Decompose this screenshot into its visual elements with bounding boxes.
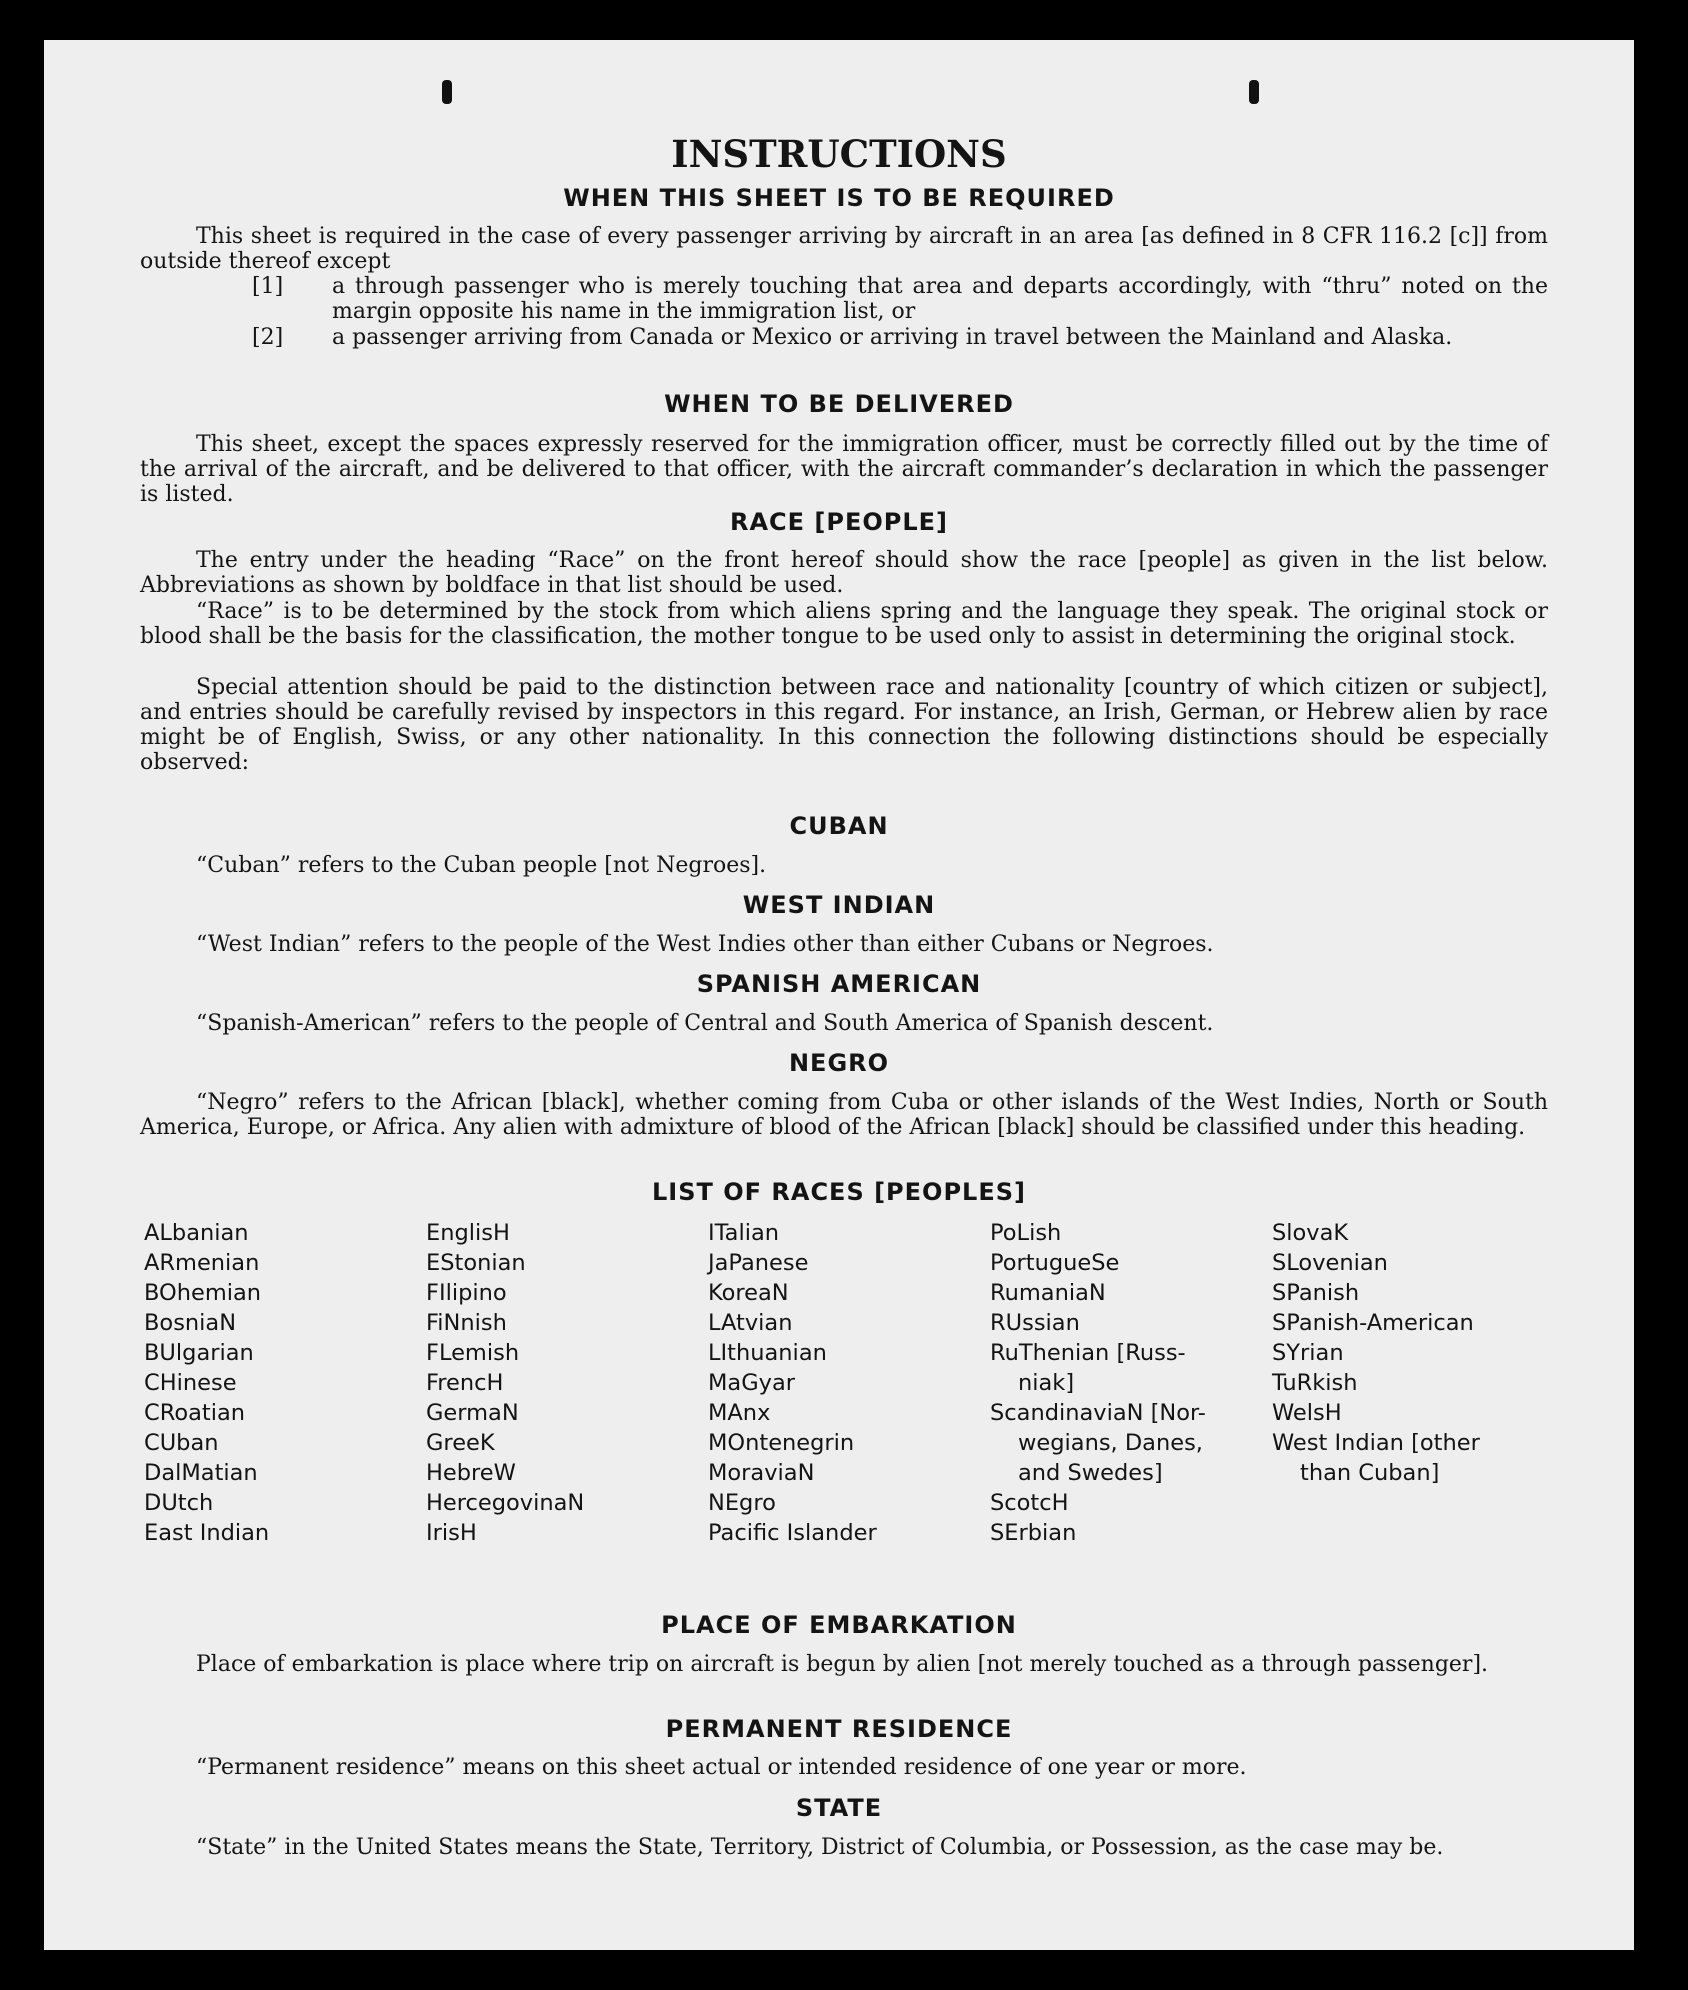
heading-negro: NEGRO [788,1049,890,1077]
race-entry: ARmenian [144,1250,260,1276]
race-entry: NEgro [708,1490,776,1516]
race-entry: FLemish [426,1340,520,1366]
race-entry: EnglisH [426,1220,510,1246]
race-entry: ITalian [708,1220,779,1246]
race-entry: RumaniaN [990,1280,1106,1306]
race-entry: SYrian [1272,1340,1344,1366]
punch-hole-mark [1249,80,1259,104]
state-text: “State” in the United States means the State, Territory, District of Columbia, or Possession, as the case may be. [196,1835,1444,1860]
required-item-2 [252,325,1548,350]
page-title: INSTRUCTIONS [671,132,1007,176]
race-entry: West Indian [other [1272,1430,1480,1456]
race-entry: FIlipino [426,1280,507,1306]
heading-list-of-races: LIST OF RACES [PEOPLES] [652,1178,1026,1206]
race-entry: HercegovinaN [426,1490,585,1516]
race-entry: BosniaN [144,1310,237,1336]
race-entry: FiNnish [426,1310,507,1336]
heading-delivered: WHEN TO BE DELIVERED [664,390,1014,418]
embarkation-text: Place of embarkation is place where trip on aircraft is begun by alien [not merely touched as a through passenger]. [196,1652,1489,1677]
race-entry: SlovaK [1272,1220,1349,1246]
race-entry: JaPanese [708,1250,809,1276]
race-entry: ScotcH [990,1490,1069,1516]
item-text: a passenger arriving from Canada or Mexico or arriving in travel between the Mainland and Alaska. [332,325,1453,350]
race-entry: SLovenian [1272,1250,1388,1276]
race-paragraph-1: The entry under the heading “Race” on the front hereof should show the race [people] as given in the list below. Abbreviations as shown by boldface in that list should be used. [140,548,1548,598]
race-entry: CHinese [144,1370,237,1396]
heading-embarkation: PLACE OF EMBARKATION [661,1611,1017,1639]
race-entry: EStonian [426,1250,526,1276]
cuban-text: “Cuban” refers to the Cuban people [not Negroes]. [196,853,767,878]
race-entry: PoLish [990,1220,1062,1246]
race-entry: MoraviaN [708,1460,815,1486]
heading-state: STATE [795,1794,883,1822]
race-entry: niak] [1018,1370,1075,1396]
west-indian-text: “West Indian” refers to the people of the West Indies other than either Cubans or Negroes. [196,932,1214,957]
race-list-column [990,1218,1206,1548]
heading-required: WHEN THIS SHEET IS TO BE REQUIRED [563,184,1115,212]
heading-race: RACE [PEOPLE] [729,508,949,536]
race-entry: LIthuanian [708,1340,827,1366]
item-text: a through passenger who is merely touching that area and departs accordingly, with “thru” noted on the margin opposite his name in the immigration list, or [332,274,1548,324]
item-number: [2] [252,325,284,350]
race-entry: RUssian [990,1310,1080,1336]
race-entry: IrisH [426,1520,477,1546]
race-entry: ScandinaviaN [Nor- [990,1400,1206,1426]
race-entry: LAtvian [708,1310,793,1336]
item-number: [1] [252,274,284,299]
race-paragraph-3: Special attention should be paid to the distinction between race and nationality [country of which citizen or subject], and entries should be carefully revised by inspectors in this regard. For instance, an Irish, German, or Hebrew alien by race might be of English, Swiss, or any other nationality. In this connection the following distinctions should be especially observed: [140,675,1548,775]
race-entry: than Cuban] [1300,1460,1440,1486]
heading-cuban: CUBAN [789,812,889,840]
race-entry: SErbian [990,1520,1077,1546]
race-list-column [144,1218,269,1548]
race-entry: GreeK [426,1430,495,1456]
race-entry: CUban [144,1430,219,1456]
delivered-text: This sheet, except the spaces expressly reserved for the immigration officer, must be correctly filled out by the time of the arrival of the aircraft, and be delivered to that officer, with the aircraft commander’s declaration in which the passenger is listed. [140,432,1548,507]
race-list-column [1272,1218,1480,1488]
race-entry: East Indian [144,1520,270,1546]
race-entry: WelsH [1272,1400,1342,1426]
required-intro: This sheet is required in the case of every passenger arriving by aircraft in an area [as defined in 8 CFR 116.2 [c]] from outside thereof except [140,224,1548,274]
race-entry: HebreW [426,1460,516,1486]
punch-hole-mark [442,80,452,104]
residence-text: “Permanent residence” means on this sheet actual or intended residence of one year or more. [196,1755,1247,1780]
heading-west-indian: WEST INDIAN [742,891,936,919]
race-entry: DUtch [144,1490,214,1516]
race-entry: PortugueSe [990,1250,1120,1276]
race-entry: SPanish-American [1272,1310,1474,1336]
negro-text: “Negro” refers to the African [black], whether coming from Cuba or other islands of the West Indies, North or South America, Europe, or Africa. Any alien with admixture of blood of the African [black] should be classified under this heading. [140,1090,1548,1140]
race-entry: CRoatian [144,1400,246,1426]
race-entry: MOntenegrin [708,1430,855,1456]
race-entry: TuRkish [1272,1370,1358,1396]
race-entry: FrencH [426,1370,504,1396]
document-page [44,40,1634,1950]
race-paragraph-2: “Race” is to be determined by the stock from which aliens spring and the language they speak. The original stock or blood shall be the basis for the classification, the mother tongue to be used only to assist in determining the original stock. [140,599,1548,649]
race-entry: DalMatian [144,1460,258,1486]
race-entry: and Swedes] [1018,1460,1163,1486]
race-entry: BUlgarian [144,1340,254,1366]
race-entry: RuThenian [Russ- [990,1340,1186,1366]
spanish-american-text: “Spanish-American” refers to the people of Central and South America of Spanish descent. [196,1011,1214,1036]
race-entry: GermaN [426,1400,519,1426]
race-entry: KoreaN [708,1280,789,1306]
race-entry: MAnx [708,1400,771,1426]
race-list-column [708,1218,877,1548]
race-list-column [426,1218,584,1548]
heading-spanish-american: SPANISH AMERICAN [696,970,982,998]
race-entry: SPanish [1272,1280,1360,1306]
required-item-1 [252,274,1548,324]
race-entry: ALbanian [144,1220,249,1246]
race-entry: BOhemian [144,1280,262,1306]
heading-residence: PERMANENT RESIDENCE [665,1715,1013,1743]
race-entry: Pacific Islander [708,1520,877,1546]
race-entry: MaGyar [708,1370,795,1396]
race-entry: wegians, Danes, [1018,1430,1203,1456]
